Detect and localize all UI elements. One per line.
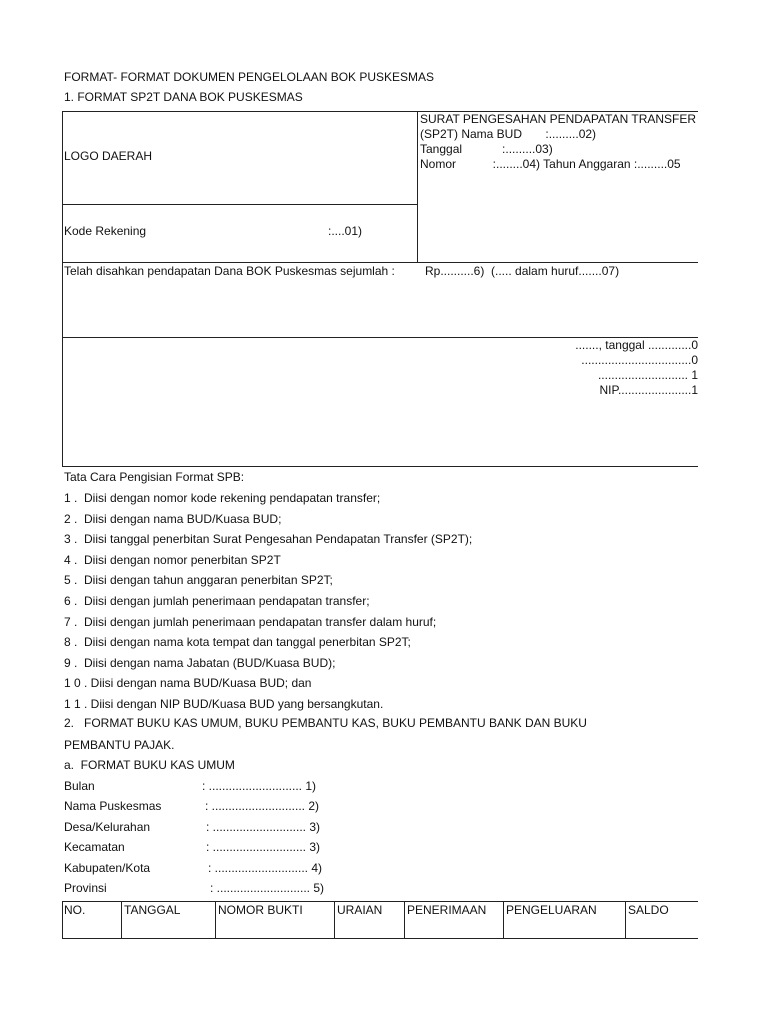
sign-nip: NIP......................1: [599, 383, 698, 397]
nama-bud-line: (SP2T) Nama BUD :.........02): [420, 127, 597, 141]
list-item: 3 . Diisi tanggal penerbitan Surat Pengesahan Pendapatan Transfer (SP2T);: [64, 532, 473, 547]
list-item: 1 . Diisi dengan nomor kode rekening pendapatan transfer;: [64, 491, 381, 505]
sign-position: .................................0: [581, 353, 698, 367]
sp2t-title-line: SURAT PENGESAHAN PENDAPATAN TRANSFER: [420, 112, 697, 126]
section-2-heading: 2. FORMAT BUKU KAS UMUM, BUKU PEMBANTU KAS, BUKU PEMBANTU BANK DAN BUKU: [64, 716, 587, 730]
rp-amount-text: Rp..........6) (..... dalam huruf.......07): [425, 264, 620, 278]
sign-place-date: ......., tanggal .............0: [575, 338, 698, 352]
list-item: 1 1 . Diisi dengan NIP BUD/Kuasa BUD yang bersangkutan.: [64, 696, 384, 711]
instructions-title: Tata Cara Pengisian Format SPB:: [64, 470, 245, 484]
section-1-heading: 1. FORMAT SP2T DANA BOK PUSKESMAS: [64, 90, 303, 104]
field-puskesmas-value: : ............................ 2): [205, 799, 320, 813]
bku-subheading: a. FORMAT BUKU KAS UMUM: [64, 758, 235, 772]
sign-name: ........................... 1: [597, 368, 698, 382]
kode-rekening-value: :....01): [328, 224, 363, 238]
instructions-list: [64, 491, 472, 718]
telah-disahkan-text: Telah disahkan pendapatan Dana BOK Puskesmas sejumlah :: [64, 264, 395, 278]
field-kecamatan-value: : ............................ 3): [206, 840, 321, 854]
field-kabupaten-value: : ............................ 4): [208, 861, 323, 875]
field-provinsi-value: : ............................ 5): [210, 881, 325, 895]
list-item: 2 . Diisi dengan nama BUD/Kuasa BUD;: [64, 511, 282, 526]
tanggal-line: Tanggal :.........03): [420, 142, 553, 156]
list-item: 9 . Diisi dengan nama Jabatan (BUD/Kuasa BUD);: [64, 655, 336, 670]
logo-daerah-label: LOGO DAERAH: [64, 149, 153, 163]
field-bulan-label: Bulan: [64, 779, 95, 793]
column-header-saldo: SALDO: [628, 903, 669, 917]
field-puskesmas-label: Nama Puskesmas: [64, 799, 162, 813]
list-item: 6 . Diisi dengan jumlah penerimaan pendapatan transfer;: [64, 593, 370, 608]
nomor-line: Nomor :........04) Tahun Anggaran :.........05: [420, 157, 681, 171]
field-kecamatan-label: Kecamatan: [64, 840, 125, 854]
list-item: 7 . Diisi dengan jumlah penerimaan pendapatan transfer dalam huruf;: [64, 614, 437, 629]
column-header-nomor-bukti: NOMOR BUKTI: [218, 903, 303, 917]
list-item: 4 . Diisi dengan nomor penerbitan SP2T: [64, 552, 281, 567]
column-header-penerimaan: PENERIMAAN: [407, 903, 487, 917]
list-item: 1 0 . Diisi dengan nama BUD/Kuasa BUD; dan: [64, 676, 312, 691]
sp2t-header: [420, 112, 698, 172]
kode-rekening-label: Kode Rekening: [64, 224, 147, 238]
column-header-pengeluaran: PENGELUARAN: [506, 903, 597, 917]
field-bulan-value: : ............................ 1): [202, 779, 317, 793]
field-kabupaten-label: Kabupaten/Kota: [64, 861, 151, 875]
signature-block: [420, 338, 698, 398]
column-header-tanggal: TANGGAL: [124, 903, 181, 917]
field-desa-label: Desa/Kelurahan: [64, 820, 151, 834]
document-title: FORMAT- FORMAT DOKUMEN PENGELOLAAN BOK PUSKESMAS: [64, 70, 435, 84]
column-header-no: NO.: [64, 903, 86, 917]
field-desa-value: : ............................ 3): [206, 820, 321, 834]
field-provinsi-label: Provinsi: [64, 881, 107, 895]
list-item: 8 . Diisi dengan nama kota tempat dan tanggal penerbitan SP2T;: [64, 635, 411, 650]
column-header-uraian: URAIAN: [337, 903, 383, 917]
list-item: 5 . Diisi dengan tahun anggaran penerbitan SP2T;: [64, 573, 333, 588]
section-2-heading-cont: PEMBANTU PAJAK.: [64, 738, 175, 752]
